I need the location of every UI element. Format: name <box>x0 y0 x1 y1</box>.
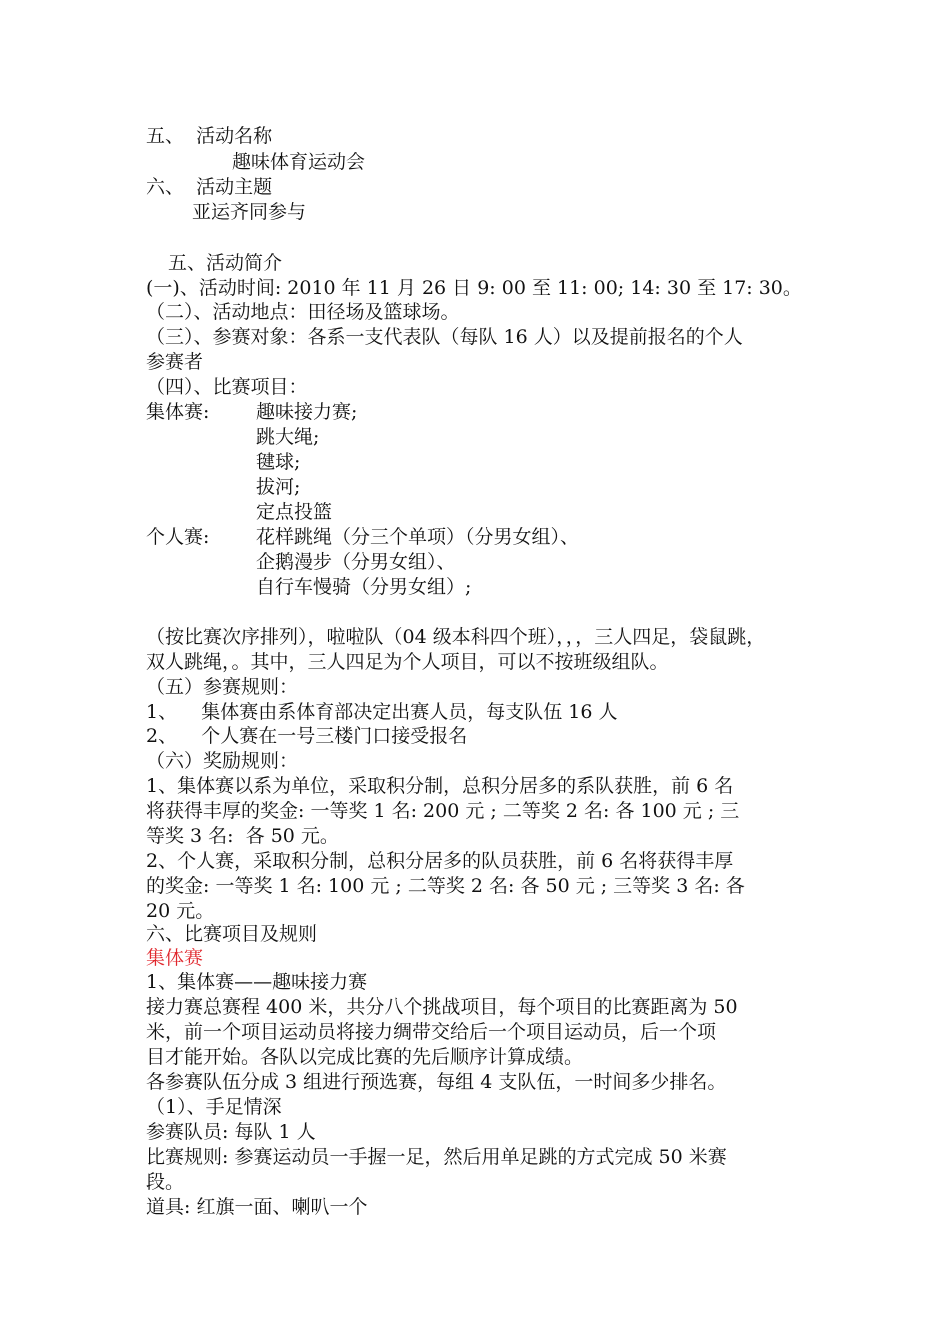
list-item: 跳大绳; <box>256 426 320 448</box>
list-item: 毽球; <box>256 451 301 473</box>
paragraph-line: 的奖金: 一等奖 1 名: 100 元 ; 二等奖 2 名: 各 50 元 ; 三等奖 3 名: 各 <box>146 875 745 897</box>
paragraph-line: 20 元。 <box>146 900 215 922</box>
paragraph-line: 目才能开始。各队以完成比赛的先后顺序计算成绩。 <box>146 1046 584 1068</box>
paragraph-line: 将获得丰厚的奖金: 一等奖 1 名: 200 元 ; 二等奖 2 名: 各 100 元 ; 三 <box>146 800 740 822</box>
list-item: 趣味接力赛; <box>256 401 358 423</box>
paragraph-line: （1）、手足情深 <box>146 1096 282 1118</box>
paragraph-line: （按比赛次序排列），啦啦队（04 级本科四个班），，，三人四足，袋鼠跳， <box>146 626 766 648</box>
heading-activity-intro: 五、活动简介 <box>168 252 283 274</box>
paragraph-line: (一)、活动时间: 2010 年 11 月 26 日 9: 00 至 11: 00; 14: 30 至 17: 30。 <box>146 277 802 299</box>
group-events-label: 集体赛: <box>146 401 210 423</box>
paragraph-line: （六）奖励规则： <box>146 750 299 772</box>
paragraph-line: （四）、比赛项目： <box>146 376 308 398</box>
activity-name-value: 趣味体育运动会 <box>232 151 366 173</box>
paragraph-line: 参赛队员: 每队 1 人 <box>146 1121 316 1143</box>
paragraph-line: 1、集体赛以系为单位，采取积分制，总积分居多的系队获胜，前 6 名 <box>146 775 734 797</box>
paragraph-line: 道具: 红旗一面、喇叭一个 <box>146 1196 368 1218</box>
paragraph-line: 参赛者 <box>146 351 204 373</box>
heading-activity-name: 五、 活动名称 <box>146 125 273 147</box>
paragraph-line: （五）参赛规则： <box>146 676 299 698</box>
activity-theme-value: 亚运齐同参与 <box>192 201 307 223</box>
paragraph-line: 各参赛队伍分成 3 组进行预选赛，每组 4 支队伍，一时间多少排名。 <box>146 1071 727 1093</box>
paragraph-line: 米，前一个项目运动员将接力绸带交给后一个项目运动员，后一个项 <box>146 1021 717 1043</box>
heading-events-rules: 六、比赛项目及规则 <box>146 923 318 945</box>
list-item: 企鹅漫步（分男女组）、 <box>256 551 456 573</box>
paragraph-line: 比赛规则: 参赛运动员一手握一足，然后用单足跳的方式完成 50 米赛 <box>146 1146 727 1168</box>
heading-group-events-red: 集体赛 <box>146 947 204 969</box>
paragraph-line: 2、 个人赛在一号三楼门口接受报名 <box>146 725 468 747</box>
paragraph-line: 1、集体赛——趣味接力赛 <box>146 971 368 993</box>
heading-activity-theme: 六、 活动主题 <box>146 176 273 198</box>
list-item: 定点投篮 <box>256 501 333 523</box>
list-item: 花样跳绳（分三个单项）（分男女组）、 <box>256 526 580 548</box>
paragraph-line: 等奖 3 名: 各 50 元。 <box>146 825 339 847</box>
paragraph-line: （三）、参赛对象：各系一支代表队（每队 16 人）以及提前报名的个人 <box>146 326 743 348</box>
paragraph-line: （二）、活动地点：田径场及篮球场。 <box>146 301 460 323</box>
paragraph-line: 双人跳绳，。其中，三人四足为个人项目，可以不按班级组队。 <box>146 651 669 673</box>
list-item: 自行车慢骑（分男女组）; <box>256 576 472 598</box>
paragraph-line: 2、个人赛，采取积分制，总积分居多的队员获胜，前 6 名将获得丰厚 <box>146 850 734 872</box>
paragraph-line: 1、 集体赛由系体育部决定出赛人员，每支队伍 16 人 <box>146 701 618 723</box>
paragraph-line: 段。 <box>146 1171 185 1193</box>
list-item: 拔河; <box>256 476 301 498</box>
paragraph-line: 接力赛总赛程 400 米，共分八个挑战项目，每个项目的比赛距离为 50 <box>146 996 738 1018</box>
individual-events-label: 个人赛: <box>146 526 210 548</box>
